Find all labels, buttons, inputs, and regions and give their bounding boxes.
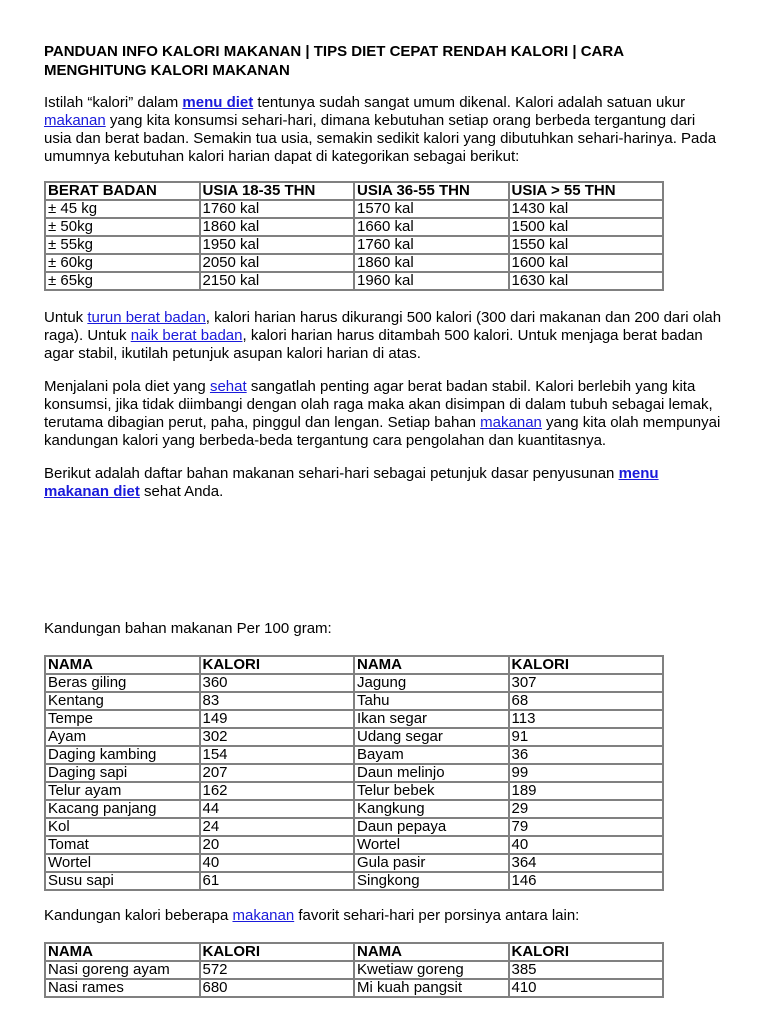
table-row (45, 728, 663, 746)
table-cell: Nasi goreng ayam (45, 961, 200, 979)
table-cell: Jagung (354, 674, 509, 692)
table-cell: Kacang panjang (45, 800, 200, 818)
table-cell: 1500 kal (509, 218, 664, 236)
table-cell: Beras giling (45, 674, 200, 692)
table-row (45, 979, 663, 997)
table-cell: Udang segar (354, 728, 509, 746)
column-header: KALORI (200, 656, 355, 674)
table-cell: Wortel (354, 836, 509, 854)
table-cell: 1570 kal (354, 200, 509, 218)
table-cell: ± 65kg (45, 272, 200, 290)
table-cell: 99 (509, 764, 664, 782)
portion-calorie-table (44, 942, 664, 998)
table-cell: 1430 kal (509, 200, 664, 218)
column-header: NAMA (45, 943, 200, 961)
table-cell: Daging sapi (45, 764, 200, 782)
table-cell: Daging kambing (45, 746, 200, 764)
table-cell: 1860 kal (354, 254, 509, 272)
table-cell: 2150 kal (200, 272, 355, 290)
table-cell: Telur ayam (45, 782, 200, 800)
table-cell: 29 (509, 800, 664, 818)
table-cell: 1760 kal (200, 200, 355, 218)
column-header: KALORI (509, 943, 664, 961)
table-cell: Kol (45, 818, 200, 836)
table-cell: Kwetiaw goreng (354, 961, 509, 979)
intro-paragraph: Istilah “kalori” dalam menu diet tentunya sudah sangat umum dikenal. Kalori adalah satuan ukur makanan yang kita konsumsi sehari-hari, dimana kebutuhan setiap orang berbeda tergantung dari usia dan berat badan. Semakin tua usia, semakin sedikit kalori yang dibutuhkan sehari-harinya. Pada umumnya kebutuhan kalori harian dapat di kategorikan sebagai berikut: (44, 94, 717, 165)
table-cell: 360 (200, 674, 355, 692)
table-row (45, 236, 663, 254)
table-cell: ± 55kg (45, 236, 200, 254)
table-cell: 83 (200, 692, 355, 710)
table-cell: 572 (200, 961, 355, 979)
table-cell: 364 (509, 854, 664, 872)
table-cell: 680 (200, 979, 355, 997)
table-cell: Mi kuah pangsit (354, 979, 509, 997)
table-cell: 44 (200, 800, 355, 818)
table-cell: 1860 kal (200, 218, 355, 236)
table-cell: Wortel (45, 854, 200, 872)
table-cell: 385 (509, 961, 664, 979)
table-cell: Gula pasir (354, 854, 509, 872)
table-header-row (45, 182, 663, 200)
link-menu-diet[interactable]: menu diet (182, 94, 254, 111)
table-cell: 1760 kal (354, 236, 509, 254)
table-cell: Nasi rames (45, 979, 200, 997)
column-header: USIA 36-55 THN (354, 182, 509, 200)
table-cell: 1600 kal (509, 254, 664, 272)
table-cell: Kangkung (354, 800, 509, 818)
column-header: USIA > 55 THN (509, 182, 664, 200)
table-row (45, 674, 663, 692)
link-makanan-2[interactable]: makanan (480, 414, 542, 431)
link-naik-berat-badan[interactable]: naik berat badan (130, 327, 243, 344)
list-intro-paragraph: Berikut adalah daftar bahan makanan sehari-hari sebagai petunjuk dasar penyusunan menu makanan diet sehat Anda. (44, 465, 659, 500)
column-header: NAMA (45, 656, 200, 674)
table-row (45, 254, 663, 272)
favorite-food-caption: Kandungan kalori beberapa makanan favorit sehari-hari per porsinya antara lain: (44, 907, 580, 924)
table-row (45, 961, 663, 979)
link-sehat[interactable]: sehat (209, 378, 247, 395)
table-cell: 79 (509, 818, 664, 836)
table-cell: ± 45 kg (45, 200, 200, 218)
table-row (45, 710, 663, 728)
table-row (45, 764, 663, 782)
table-cell: 1660 kal (354, 218, 509, 236)
table-cell: Kentang (45, 692, 200, 710)
table-cell: 146 (509, 872, 664, 890)
table-row (45, 800, 663, 818)
weight-paragraph: Untuk turun berat badan, kalori harian harus dikurangi 500 kalori (300 dari makanan dan 200 dari olah raga). Untuk naik berat badan, kalori harian harus ditambah 500 kalori. Untuk menjaga berat badan agar stabil, ikutilah petunjuk asupan kalori harian di atas. (44, 309, 722, 362)
per-100g-caption: Kandungan bahan makanan Per 100 gram: (44, 620, 332, 637)
column-header: NAMA (354, 656, 509, 674)
table-cell: 61 (200, 872, 355, 890)
table-cell: Singkong (354, 872, 509, 890)
table-cell: Tempe (45, 710, 200, 728)
table-cell: 1950 kal (200, 236, 355, 254)
page-title: PANDUAN INFO KALORI MAKANAN | TIPS DIET CEPAT RENDAH KALORI | CARA MENGHITUNG KALORI MAKANAN (44, 43, 624, 79)
table-cell: 149 (200, 710, 355, 728)
table-row (45, 836, 663, 854)
table-row (45, 272, 663, 290)
table-cell: ± 60kg (45, 254, 200, 272)
table-header-row (45, 656, 663, 674)
table-row (45, 854, 663, 872)
table-header-row (45, 943, 663, 961)
table-row (45, 218, 663, 236)
table-cell: Ikan segar (354, 710, 509, 728)
table-cell: 36 (509, 746, 664, 764)
table-cell: 189 (509, 782, 664, 800)
table-cell: 91 (509, 728, 664, 746)
column-header: NAMA (354, 943, 509, 961)
table-cell: Tomat (45, 836, 200, 854)
table-cell: 307 (509, 674, 664, 692)
table-cell: 154 (200, 746, 355, 764)
table-row (45, 692, 663, 710)
table-cell: Susu sapi (45, 872, 200, 890)
table-cell: Bayam (354, 746, 509, 764)
table-cell: Daun pepaya (354, 818, 509, 836)
table-cell: ± 50kg (45, 218, 200, 236)
table-cell: Ayam (45, 728, 200, 746)
table-cell: 20 (200, 836, 355, 854)
link-makanan-3[interactable]: makanan (232, 907, 295, 924)
table-row (45, 782, 663, 800)
table-cell: 410 (509, 979, 664, 997)
table-cell: 24 (200, 818, 355, 836)
table-cell: 40 (200, 854, 355, 872)
table-cell: 40 (509, 836, 664, 854)
table-row (45, 200, 663, 218)
link-makanan[interactable]: makanan (44, 112, 106, 129)
calorie-needs-table (44, 181, 664, 291)
table-row (45, 872, 663, 890)
table-cell: 162 (200, 782, 355, 800)
column-header: USIA 18-35 THN (200, 182, 355, 200)
table-cell: 2050 kal (200, 254, 355, 272)
table-cell: Telur bebek (354, 782, 509, 800)
table-cell: 207 (200, 764, 355, 782)
link-menu-makanan-diet[interactable]: menu makanan diet (44, 465, 659, 500)
diet-paragraph: Menjalani pola diet yang sehat sangatlah penting agar berat badan stabil. Kalori berlebih yang kita konsumsi, jika tidak diimbangi dengan olah raga maka akan disimpan di dalam tubuh sebagai lemak, terutama dibagian perut, paha, pinggul dan lengan. Setiap bahan makanan yang kita olah mempunyai kandungan kalori yang berbeda-beda tergantung cara pengolahan dan kuantitasnya. (44, 378, 721, 449)
table-row (45, 746, 663, 764)
table-cell: 302 (200, 728, 355, 746)
table-cell: 1550 kal (509, 236, 664, 254)
column-header: KALORI (200, 943, 355, 961)
column-header: KALORI (509, 656, 664, 674)
table-cell: 68 (509, 692, 664, 710)
table-cell: 1630 kal (509, 272, 664, 290)
table-cell: Tahu (354, 692, 509, 710)
link-turun-berat-badan[interactable]: turun berat badan (87, 309, 206, 326)
table-cell: 1960 kal (354, 272, 509, 290)
table-cell: 113 (509, 710, 664, 728)
column-header: BERAT BADAN (45, 182, 200, 200)
food-calorie-table (44, 655, 664, 891)
table-row (45, 818, 663, 836)
table-cell: Daun melinjo (354, 764, 509, 782)
